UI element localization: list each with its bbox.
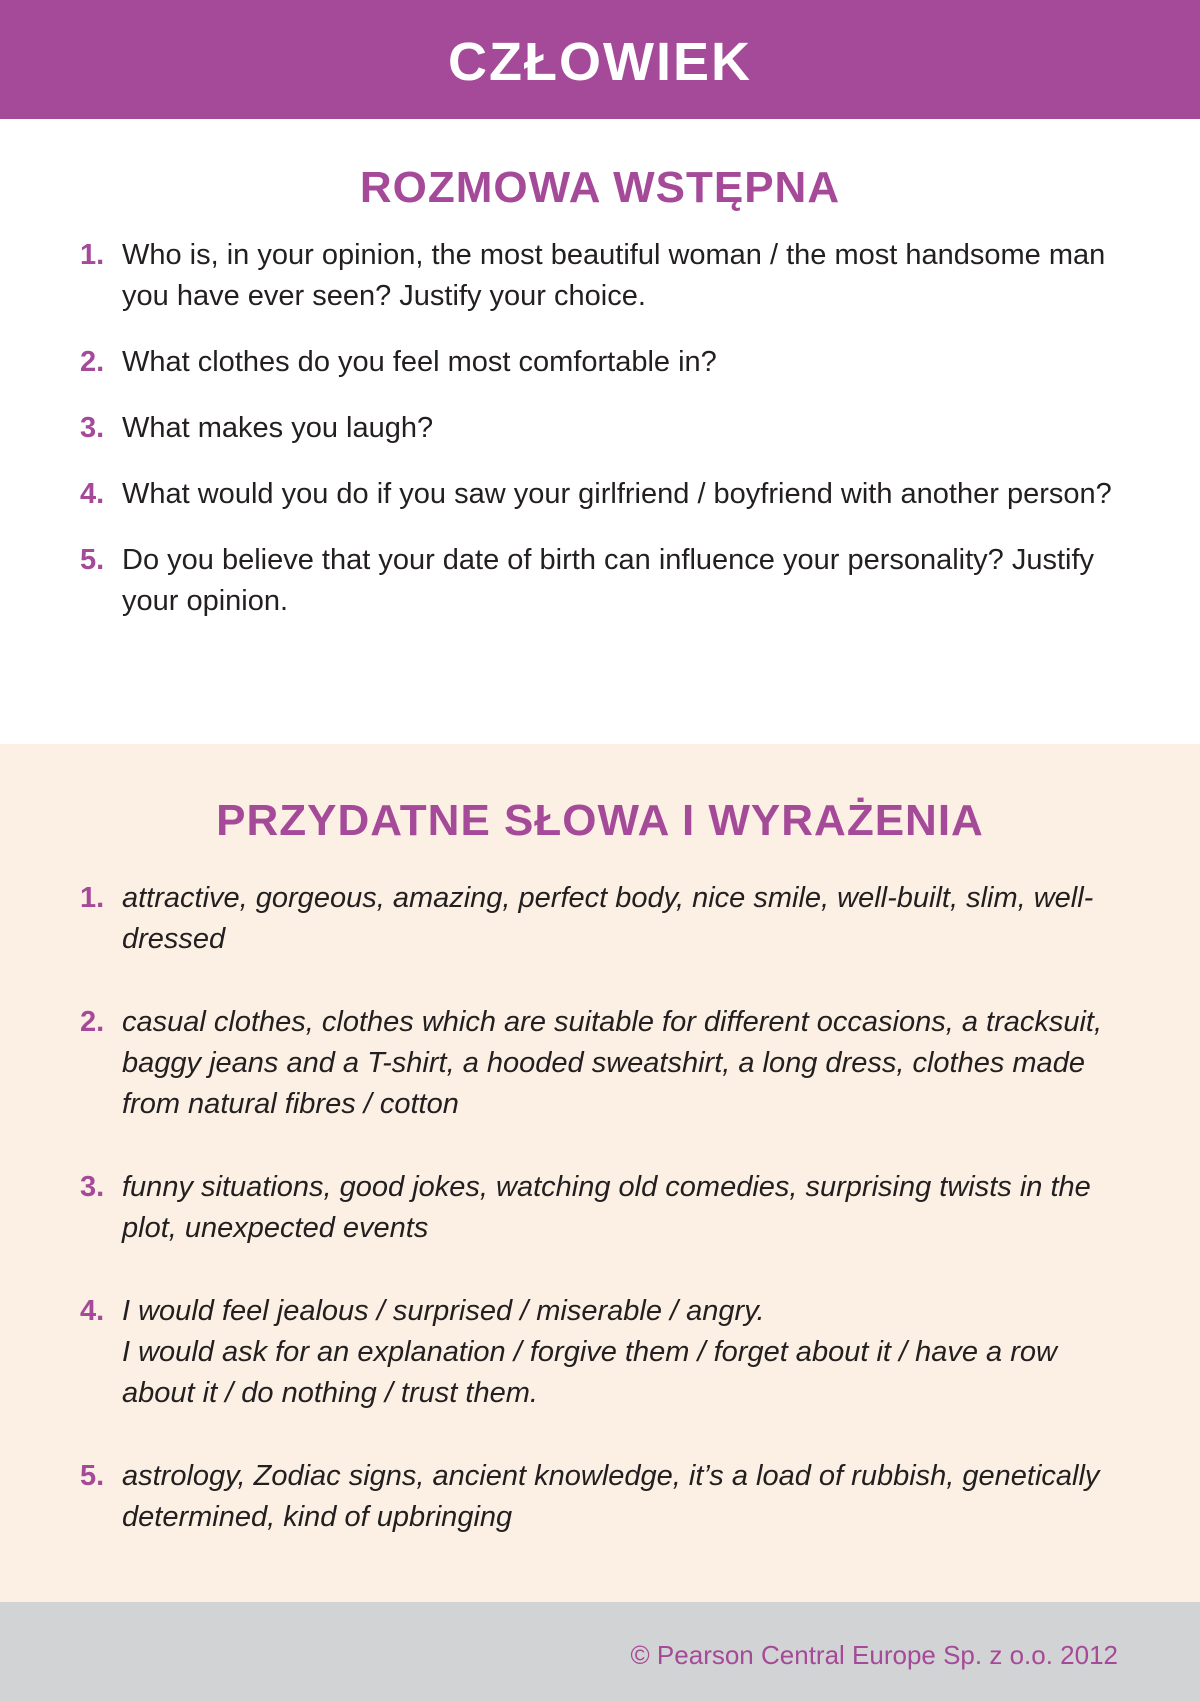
intro-question (0, 342, 1200, 383)
intro-question-list (0, 235, 1200, 622)
vocab-item (0, 878, 1200, 960)
vocab-number: 4. (80, 1295, 105, 1327)
intro-question (0, 408, 1200, 449)
intro-question (0, 474, 1200, 515)
page-title: CZŁOWIEK (448, 31, 752, 92)
copyright-notice: © Pearson Central Europe Sp. z o.o. 2012 (630, 1640, 1118, 1670)
vocab-number: 5. (80, 1460, 105, 1492)
vocab-number: 3. (80, 1171, 105, 1203)
question-text: What makes you laugh? (122, 412, 434, 444)
question-text: Do you believe that your date of birth can influence your personality? Justify your opinion. (122, 544, 1095, 617)
vocab-item (0, 1291, 1200, 1414)
vocab-item (0, 1002, 1200, 1125)
vocab-item (0, 1167, 1200, 1249)
vocab-number: 2. (80, 1006, 105, 1038)
question-number: 4. (80, 478, 105, 510)
vocab-text-line: I would feel jealous / surprised / miserable / angry. (122, 1295, 765, 1327)
vocab-item (0, 1456, 1200, 1538)
vocab-section-title: PRZYDATNE SŁOWA I WYRAŻENIA (216, 796, 984, 845)
question-number: 2. (80, 346, 105, 378)
vocab-text: attractive, gorgeous, amazing, perfect body, nice smile, well-built, slim, well-dressed (122, 882, 1094, 955)
intro-question (0, 540, 1200, 622)
vocab-section (0, 744, 1200, 1602)
vocab-text: astrology, Zodiac signs, ancient knowledge, it’s a load of rubbish, genetically determined, kind of upbringing (122, 1460, 1100, 1533)
intro-section (0, 119, 1200, 744)
vocab-text-line: I would ask for an explanation / forgive them / forget about it / have a row about it / do nothing / trust them. (122, 1336, 1057, 1409)
vocab-text: funny situations, good jokes, watching old comedies, surprising twists in the plot, unexpected events (122, 1171, 1091, 1244)
page-footer (0, 1602, 1200, 1702)
question-text: Who is, in your opinion, the most beautiful woman / the most handsome man you have ever seen? Justify your choice. (122, 239, 1106, 312)
question-number: 1. (80, 239, 105, 271)
question-text: What clothes do you feel most comfortable in? (122, 346, 717, 378)
question-text: What would you do if you saw your girlfriend / boyfriend with another person? (122, 478, 1112, 510)
intro-section-title: ROZMOWA WSTĘPNA (359, 163, 841, 212)
vocab-text: casual clothes, clothes which are suitable for different occasions, a tracksuit, baggy jeans and a T-shirt, a hooded sweatshirt, a long dress, clothes made from natural fibres / cotton (122, 1006, 1103, 1120)
question-number: 5. (80, 544, 105, 576)
vocab-number: 1. (80, 882, 105, 914)
vocab-list (0, 878, 1200, 1538)
intro-question (0, 235, 1200, 317)
page-header (0, 0, 1200, 119)
question-number: 3. (80, 412, 105, 444)
